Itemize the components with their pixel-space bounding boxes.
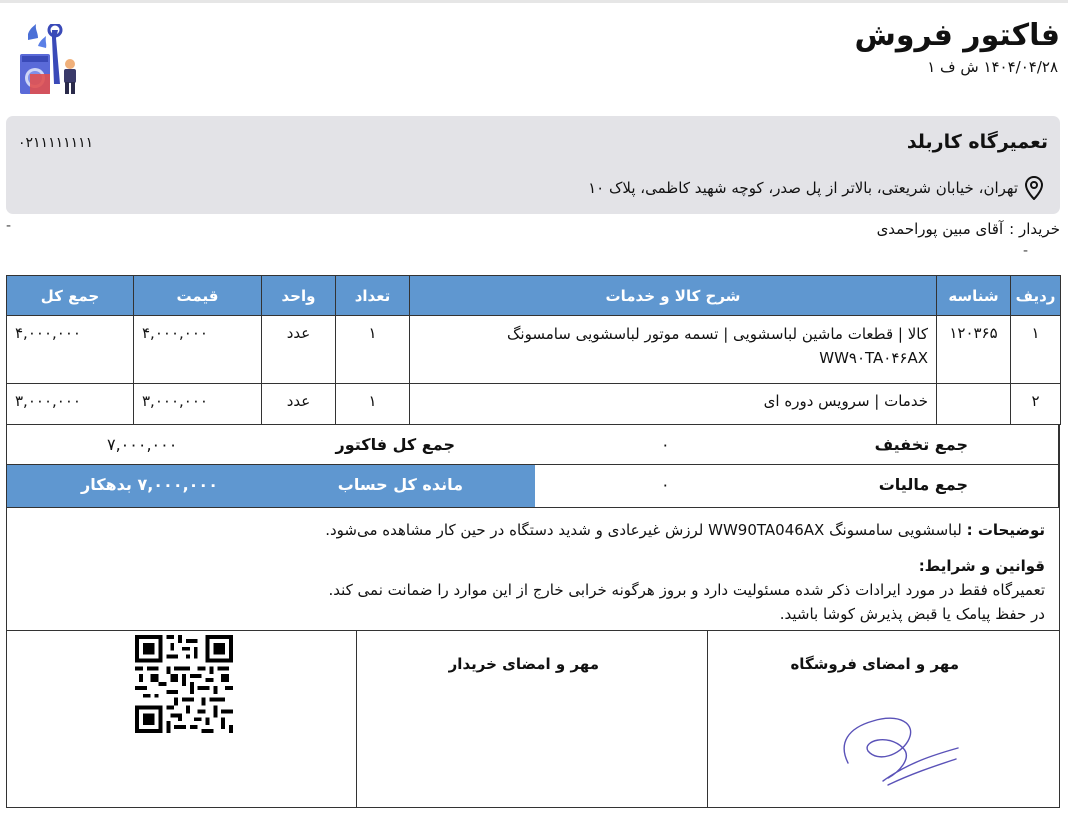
tax-value: ۰: [661, 475, 670, 494]
table-header-row: [7, 276, 1061, 316]
shop-info-panel: [6, 116, 1060, 214]
cell-code: ۱۲۰۳۶۵: [937, 316, 1011, 384]
handwritten-signature: [828, 693, 978, 793]
cell-quantity: ۱: [336, 384, 410, 425]
qr-code-icon: [135, 635, 233, 733]
buyer-dash-right: -: [1022, 243, 1028, 259]
invoice-date: ۱۴۰۴/۰۴/۲۸ ش ف ۱: [927, 58, 1058, 76]
header-description: شرح کالا و خدمات: [410, 276, 937, 316]
shop-signature-box: [708, 631, 1059, 807]
totals-left: [7, 425, 535, 507]
cell-row-number: ۱: [1011, 316, 1061, 384]
balance-label: مانده کل حساب: [337, 475, 463, 494]
balance-row: [7, 465, 535, 507]
cell-quantity: ۱: [336, 316, 410, 384]
rules-line-1: تعمیرگاه فقط در مورد ایرادات ذکر شده مسئولیت دارد و بروز هرگونه خرابی خارج از این موارد را ضمانت نمی کند.: [328, 581, 1045, 599]
buyer-label: خریدار :: [1009, 220, 1060, 238]
header-quantity: تعداد: [336, 276, 410, 316]
buyer-signature-box: [356, 631, 708, 807]
discount-label: جمع تخفیف: [874, 435, 968, 454]
location-pin-icon: [1024, 176, 1044, 200]
cell-total: ۴,۰۰۰,۰۰۰: [7, 316, 134, 384]
buyer-name: آقای مبین پوراحمدی: [876, 220, 1004, 238]
tax-row: [533, 465, 1058, 507]
cell-description: خدمات | سرویس دوره ای: [410, 384, 937, 425]
cell-unit: عدد: [262, 316, 336, 384]
header-total: جمع کل: [7, 276, 134, 316]
description-text: لباسشویی سامسونگ WW90TA046AX لرزش غیرعادی و شدید دستگاه در حین کار مشاهده می‌شود.: [325, 521, 962, 539]
shop-name: تعمیرگاه کاربلد: [906, 131, 1048, 153]
invoice-total-row: [7, 425, 535, 465]
repair-shop-logo-icon: [16, 24, 82, 96]
invoice-total-label: جمع کل فاکتور: [335, 435, 455, 454]
buyer-signature-label: مهر و امضای خریدار: [448, 655, 599, 673]
header-row-number: ردیف: [1011, 276, 1061, 316]
cell-total: ۳,۰۰۰,۰۰۰: [7, 384, 134, 425]
shop-address-text: تهران، خیابان شریعتی، بالاتر از پل صدر، کوچه شهید کاظمی، پلاک ۱۰: [588, 179, 1018, 197]
cell-price: ۳,۰۰۰,۰۰۰: [134, 384, 262, 425]
shop-address: [588, 176, 1044, 200]
buyer-dash-left: -: [6, 218, 12, 234]
cell-code: [937, 384, 1011, 425]
header-price: قیمت: [134, 276, 262, 316]
notes-section: [6, 508, 1060, 631]
tax-label: جمع مالیات: [878, 475, 968, 494]
cell-row-number: ۲: [1011, 384, 1061, 425]
table-row: [7, 384, 1061, 425]
cell-price: ۴,۰۰۰,۰۰۰: [134, 316, 262, 384]
cell-description: کالا | قطعات ماشین لباسشویی | تسمه موتور لباسشویی سامسونگ WW۹۰TA۰۴۶AX: [410, 316, 937, 384]
totals-section: [6, 425, 1060, 508]
description-line: [21, 518, 1045, 542]
rules-line-2: در حفظ پیامک یا قبض پذیرش کوشا باشید.: [779, 605, 1045, 623]
balance-value: ۷,۰۰۰,۰۰۰ بدهکار: [81, 475, 218, 494]
qr-code-box: [7, 631, 357, 807]
buyer-info: [877, 220, 1060, 238]
description-label: توضیحات :: [966, 521, 1045, 539]
invoice-total-value: ۷,۰۰۰,۰۰۰: [107, 435, 178, 454]
invoice-title: فاکتور فروش: [854, 18, 1060, 53]
shop-signature-label: مهر و امضای فروشگاه: [790, 655, 959, 673]
totals-right: [533, 425, 1059, 507]
header-unit: واحد: [262, 276, 336, 316]
shop-phone: ۰۲۱۱۱۱۱۱۱۱: [18, 135, 94, 151]
rules-label: قوانین و شرایط:: [918, 557, 1045, 575]
signatures-section: [6, 630, 1060, 808]
header-code: شناسه: [937, 276, 1011, 316]
top-divider: [0, 0, 1068, 3]
table-row: [7, 316, 1061, 384]
discount-row: [533, 425, 1058, 465]
cell-unit: عدد: [262, 384, 336, 425]
items-table: [6, 275, 1061, 425]
discount-value: ۰: [661, 435, 670, 454]
